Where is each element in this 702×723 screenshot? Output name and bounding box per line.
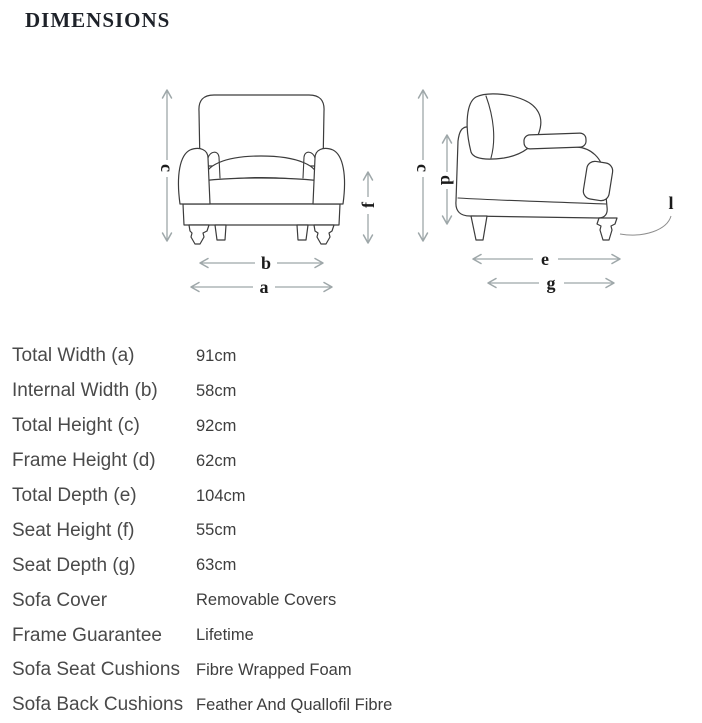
front-base-band [183, 204, 340, 225]
spec-value: Fibre Wrapped Foam [196, 660, 352, 679]
spec-row-internal-width [12, 374, 696, 409]
front-inner-right-leg [297, 225, 308, 240]
front-back-cushion [199, 95, 324, 166]
label-b: b [260, 253, 272, 273]
spec-label: Internal Width (b) [12, 380, 158, 402]
front-left-arm [178, 148, 210, 204]
side-arm-cushion [524, 133, 586, 149]
spec-row-seat-cushions [12, 653, 696, 688]
label-c-front: c [157, 164, 177, 172]
spec-label: Seat Depth (g) [12, 554, 136, 576]
dimensions-diagram [0, 0, 702, 312]
spec-row-back-cushions [12, 688, 696, 723]
spec-value: 58cm [196, 381, 237, 400]
spec-row-total-depth [12, 479, 696, 514]
armchair-side-view-drawing [456, 94, 674, 240]
spec-label: Frame Height (d) [12, 450, 156, 472]
side-back-leg [471, 216, 487, 240]
side-front-leg [597, 218, 617, 240]
label-f: f [358, 202, 378, 208]
spec-row-total-width [12, 339, 696, 374]
spec-label: Sofa Cover [12, 589, 108, 611]
label-a: a [259, 277, 269, 297]
leg-pointer-curve [620, 216, 671, 235]
spec-value: Removable Covers [196, 591, 337, 610]
spec-label: Sofa Back Cushions [12, 694, 184, 716]
spec-value: 62cm [196, 451, 237, 470]
spec-value: Feather And Quallofil Fibre [196, 695, 393, 714]
spec-row-seat-height [12, 513, 696, 548]
spec-label: Total Height (c) [12, 415, 140, 437]
spec-value: 55cm [196, 521, 237, 540]
label-e: e [541, 249, 549, 269]
front-outer-left-leg [189, 225, 209, 244]
spec-row-sofa-cover [12, 583, 696, 618]
spec-value: 92cm [196, 416, 237, 435]
spec-label: Frame Guarantee [12, 624, 162, 646]
spec-row-frame-height [12, 444, 696, 479]
spec-label: Total Width (a) [12, 345, 135, 367]
side-arm-front-panel [582, 160, 614, 202]
spec-value: 91cm [196, 346, 237, 365]
spec-value: Lifetime [196, 626, 254, 645]
spec-label: Total Depth (e) [12, 485, 137, 506]
front-inner-left-leg [215, 225, 226, 240]
spec-table [12, 339, 696, 723]
spec-row-total-height [12, 409, 696, 444]
armchair-front-view-drawing [178, 95, 344, 244]
label-d: d [437, 174, 457, 186]
spec-label: Seat Height (f) [12, 519, 135, 541]
spec-row-frame-guarantee [12, 618, 696, 653]
spec-label: Sofa Seat Cushions [12, 659, 180, 681]
label-g: g [546, 273, 556, 293]
spec-value: 63cm [196, 556, 237, 575]
label-c-side: c [413, 164, 433, 172]
spec-value: 104cm [196, 486, 246, 505]
front-outer-right-leg [314, 225, 334, 244]
label-l-leg: l [668, 193, 674, 213]
spec-row-seat-depth [12, 548, 696, 583]
front-right-arm [313, 148, 345, 204]
page-title: DIMENSIONS [25, 8, 171, 32]
